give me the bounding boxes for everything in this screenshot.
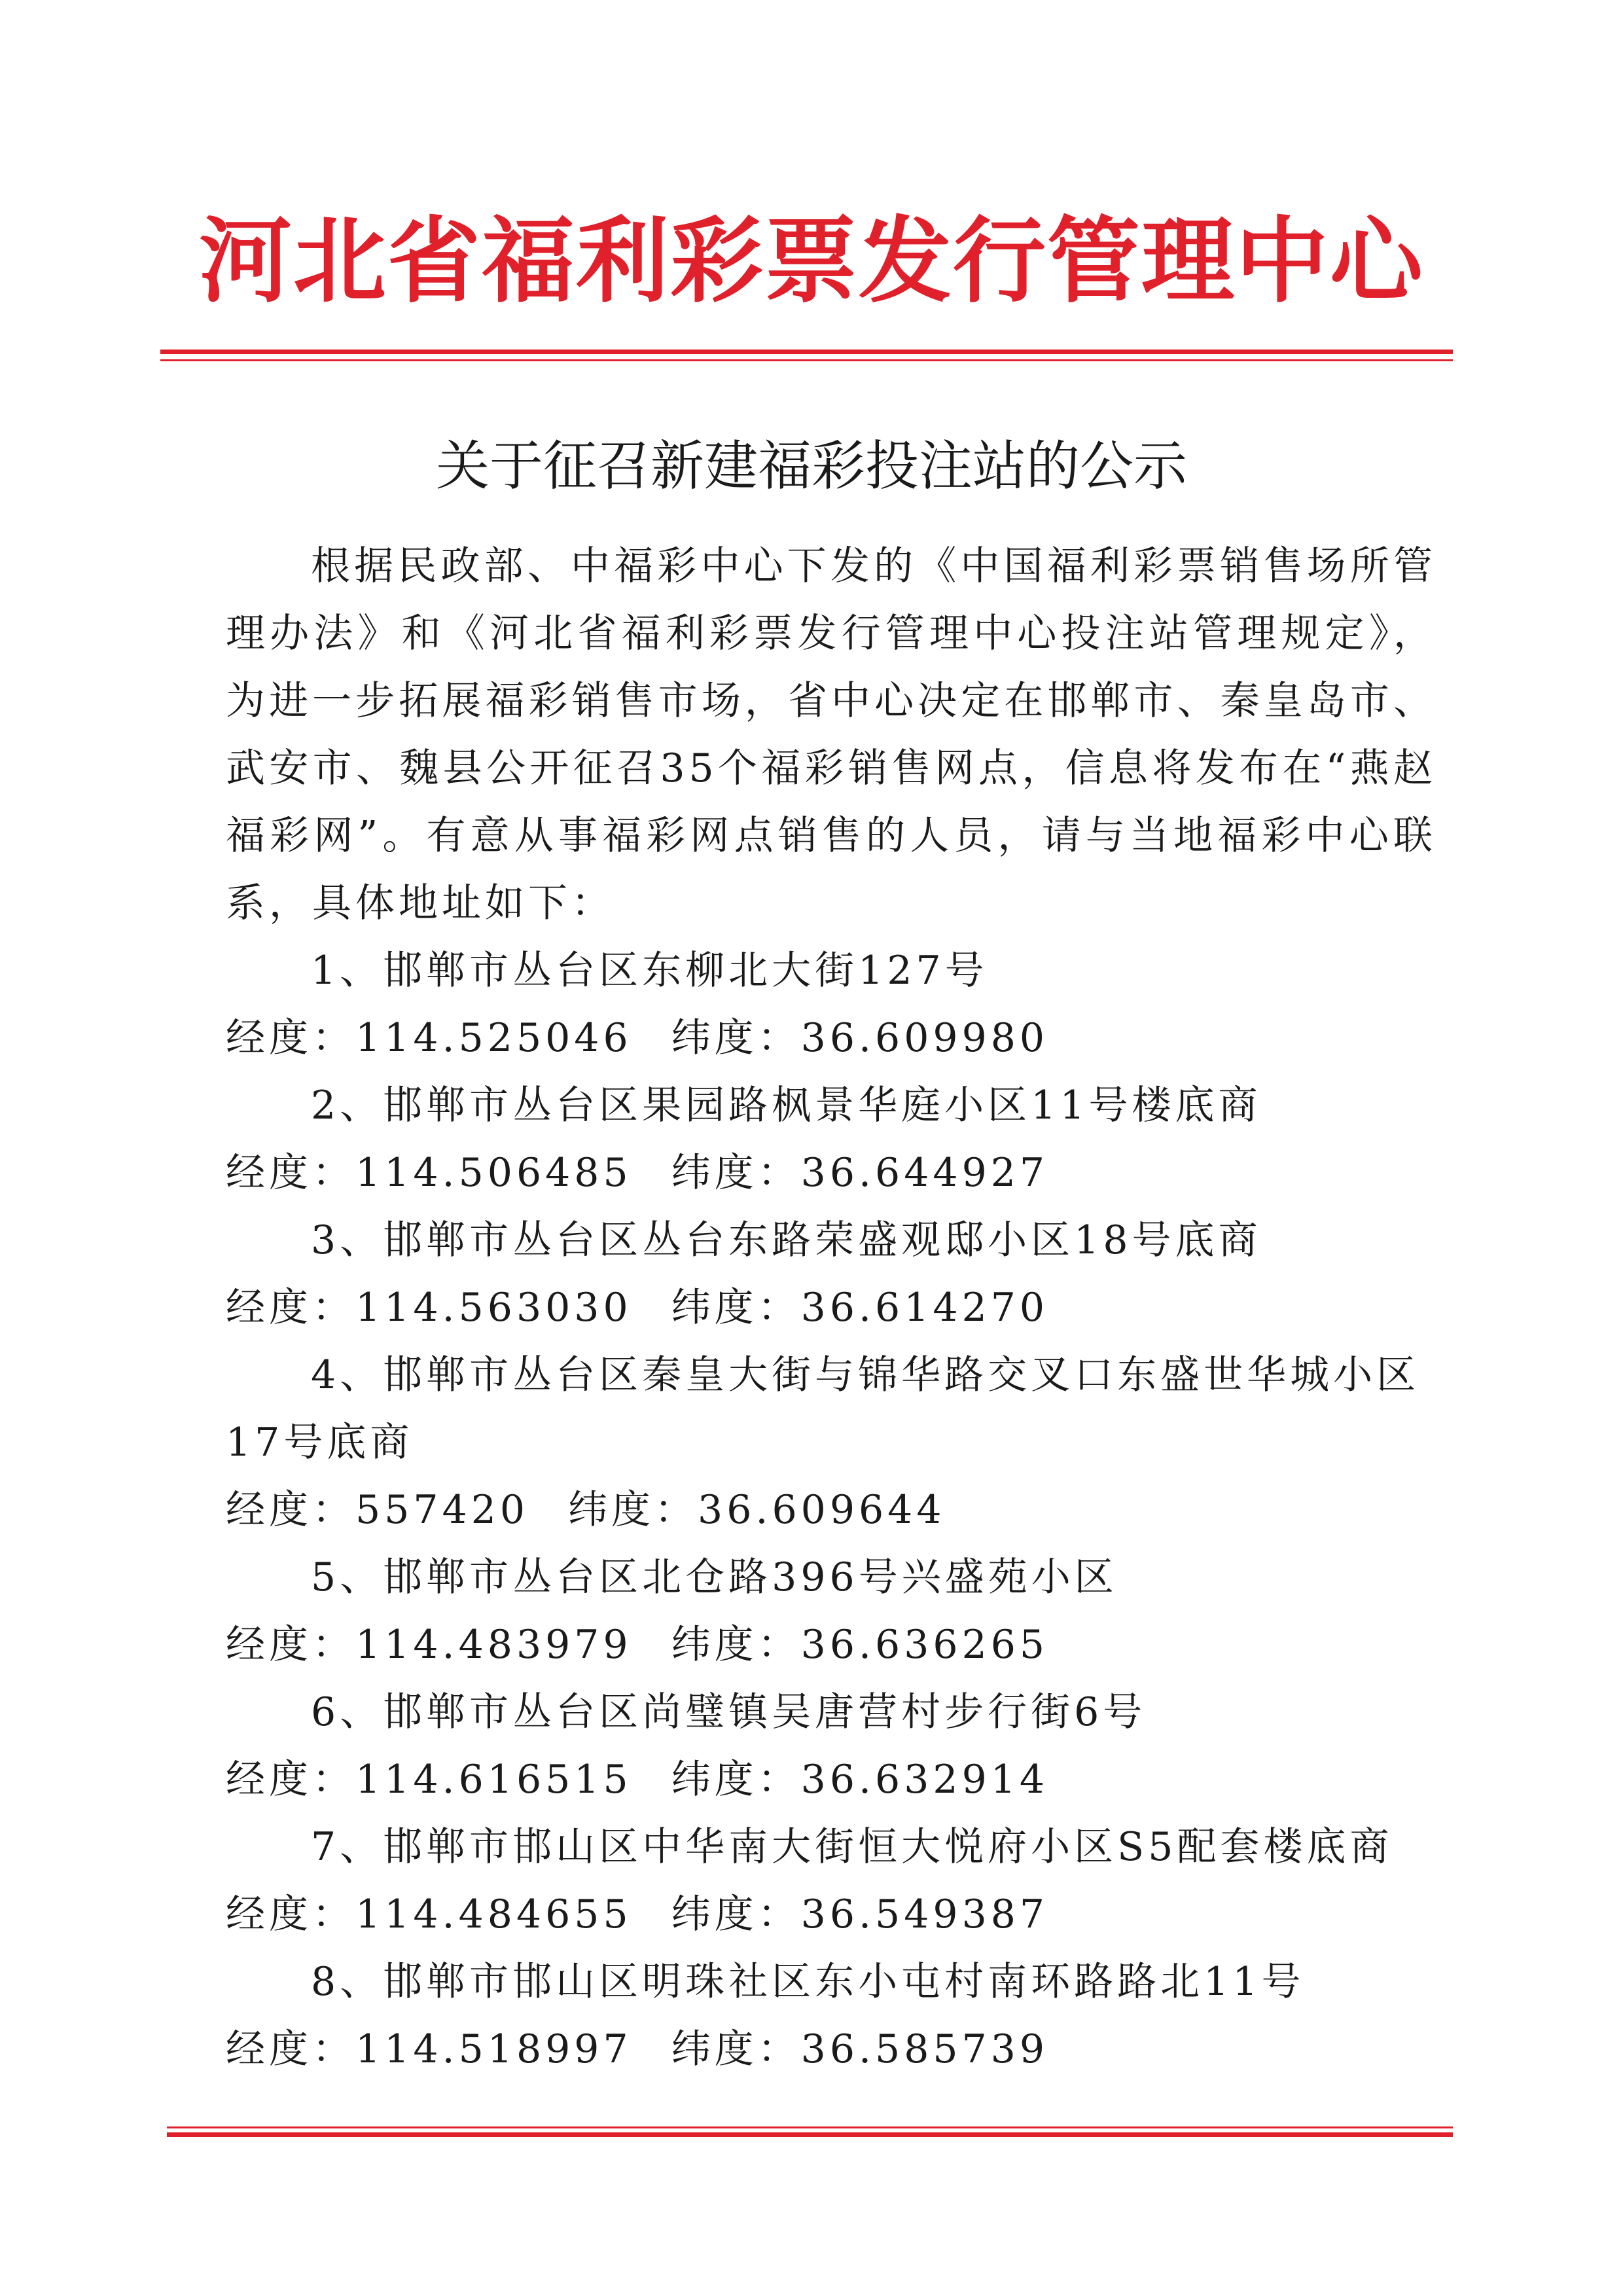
site-item — [226, 1814, 1436, 1948]
footer-rule-thin — [167, 2126, 1453, 2128]
site-latitude: 纬度：36.644927 — [671, 1150, 1049, 1196]
site-address: 4、邯郸市丛台区秦皇大街与锦华路交叉口东盛世华城小区17号底商 — [226, 1352, 1420, 1465]
site-latitude: 纬度：36.609644 — [568, 1487, 946, 1533]
site-longitude: 经度：114.563030 — [226, 1285, 632, 1331]
site-item — [226, 1342, 1436, 1544]
document-body — [226, 533, 1436, 2083]
site-item — [226, 937, 1436, 1072]
site-address: 7、邯郸市邯山区中华南大街恒大悦府小区S5配套楼底商 — [311, 1824, 1393, 1870]
site-longitude: 经度：114.616515 — [226, 1757, 632, 1803]
site-longitude: 经度：114.483979 — [226, 1622, 632, 1668]
site-coordinates — [226, 1005, 1436, 1072]
org-letterhead-title: 河北省福利彩票发行管理中心 — [199, 207, 1424, 315]
site-longitude: 经度：114.525046 — [226, 1015, 632, 1061]
site-item — [226, 1207, 1436, 1342]
site-address: 5、邯郸市丛台区北仓路396号兴盛苑小区 — [311, 1554, 1118, 1600]
site-latitude: 纬度：36.549387 — [671, 1892, 1049, 1937]
site-address: 6、邯郸市丛台区尚璧镇吴唐营村步行街6号 — [311, 1689, 1147, 1735]
site-list — [226, 937, 1436, 2083]
site-latitude: 纬度：36.632914 — [671, 1757, 1049, 1803]
site-item — [226, 1679, 1436, 1814]
site-latitude: 纬度：36.636265 — [671, 1622, 1049, 1668]
site-latitude: 纬度：36.609980 — [671, 1015, 1049, 1061]
site-address: 3、邯郸市丛台区丛台东路荣盛观邸小区18号底商 — [311, 1217, 1262, 1263]
site-coordinates — [226, 1881, 1436, 1948]
site-latitude: 纬度：36.614270 — [671, 1285, 1049, 1331]
site-longitude: 经度：114.518997 — [226, 2026, 632, 2072]
site-longitude: 经度：557420 — [226, 1487, 529, 1533]
site-coordinates — [226, 2016, 1436, 2083]
site-item — [226, 1544, 1436, 1679]
intro-paragraph: 根据民政部、中福彩中心下发的《中国福利彩票销售场所管理办法》和《河北省福利彩票发行管理中心投注站管理规定》，为进一步拓展福彩销售市场，省中心决定在邯郸市、秦皇岛市、武安市、魏县公开征召35个福彩销售网点，信息将发布在“燕赵福彩网”。有意从事福彩网点销售的人员，请与当地福彩中心联系，具体地址如下： — [226, 543, 1436, 926]
site-latitude: 纬度：36.585739 — [671, 2026, 1049, 2072]
header-rule-thick — [160, 350, 1453, 354]
site-item — [226, 1948, 1436, 2083]
site-coordinates — [226, 1477, 1436, 1544]
site-address: 1、邯郸市丛台区东柳北大街127号 — [311, 948, 988, 994]
site-longitude: 经度：114.484655 — [226, 1892, 632, 1937]
site-address: 8、邯郸市邯山区明珠社区东小屯村南环路路北11号 — [311, 1959, 1305, 2005]
site-item — [226, 1072, 1436, 1207]
site-longitude: 经度：114.506485 — [226, 1150, 632, 1196]
site-address: 2、邯郸市丛台区果园路枫景华庭小区11号楼底商 — [311, 1083, 1262, 1128]
footer-rule-thick — [167, 2132, 1453, 2137]
site-coordinates — [226, 1274, 1436, 1342]
site-coordinates — [226, 1611, 1436, 1679]
site-coordinates — [226, 1746, 1436, 1814]
document-title: 关于征召新建福彩投注站的公示 — [435, 435, 1187, 497]
header-rule-thin — [160, 359, 1453, 361]
site-coordinates — [226, 1139, 1436, 1207]
